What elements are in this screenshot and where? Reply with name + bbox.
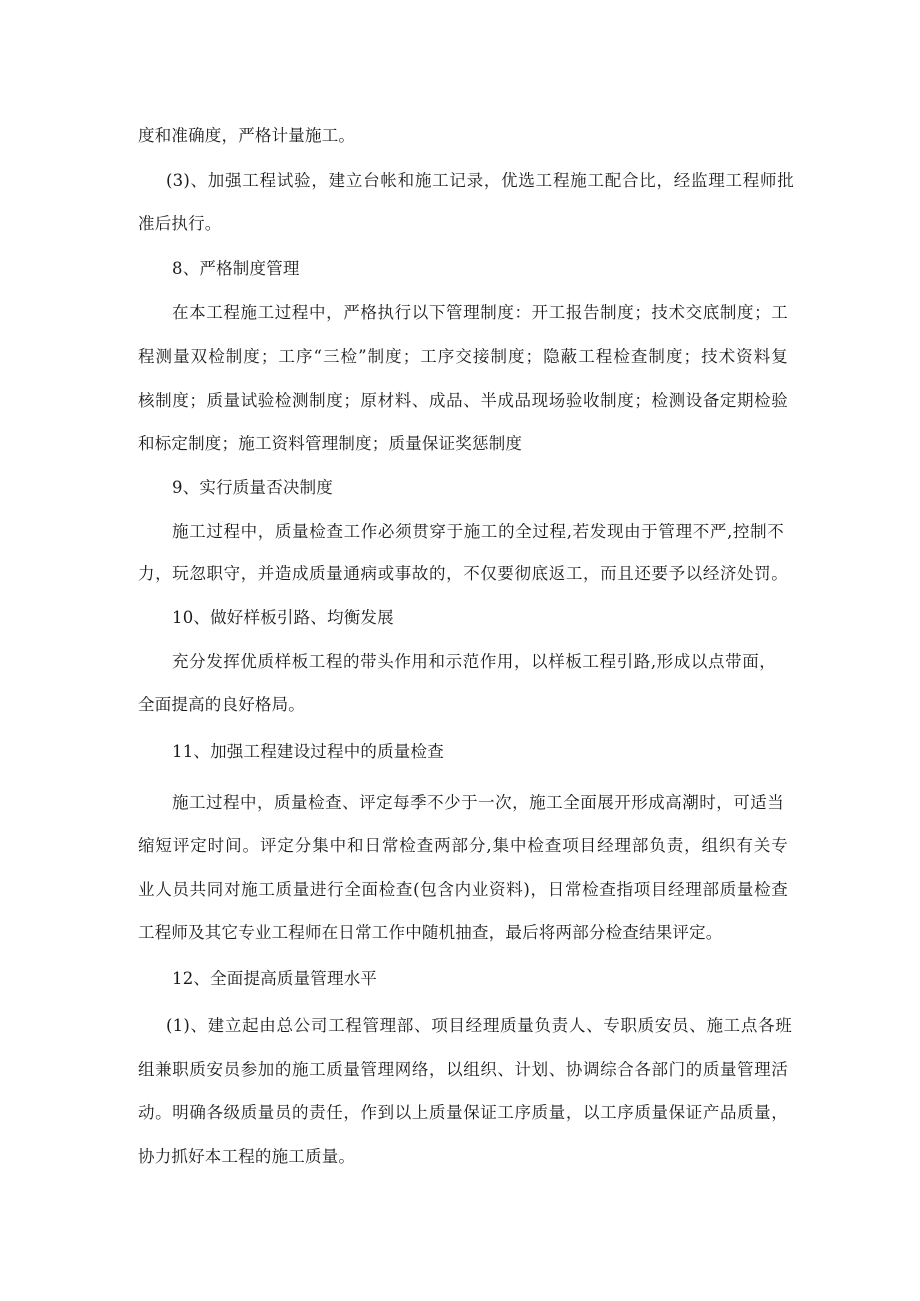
paragraph-line: 力，玩忽职守，并造成质量通病或事故的，不仅要彻底返工，而且还要予以经济处罚。 [138, 564, 788, 583]
paragraph-line: 动。明确各级质量员的责任，作到以上质量保证工序质量，以工序质量保证产品质量， [138, 1103, 788, 1122]
paragraph-line: 全面提高的良好格局。 [138, 695, 305, 714]
paragraph-line: 充分发挥优质样板工程的带头作用和示范作用，以样板工程引路,形成以点带面， [172, 652, 776, 671]
section-heading-9: 9、实行质量否决制度 [172, 478, 333, 497]
paragraph-line: 在本工程施工过程中，严格执行以下管理制度：开工报告制度；技术交底制度；工 [172, 303, 788, 322]
section-heading-11: 11、加强工程建设过程中的质量检查 [172, 742, 444, 761]
paragraph-line: 协力抓好本工程的施工质量。 [138, 1147, 356, 1166]
section-heading-12: 12、全面提高质量管理水平 [172, 969, 378, 988]
paragraph-line: 工程师及其它专业工程师在日常工作中随机抽查，最后将两部分检查结果评定。 [138, 923, 723, 942]
paragraph-line: 业人员共同对施工质量进行全面检查(包含内业资料)，日常检查指项目经理部质量检查 [138, 880, 788, 899]
paragraph-line: 缩短评定时间。评定分集中和日常检查两部分,集中检查项目经理部负责，组织有关专 [138, 836, 788, 855]
paragraph-line: 施工过程中，质量检查工作必须贯穿于施工的全过程,若发现由于管理不严,控制不 [172, 522, 784, 541]
paragraph-line: (3)、加强工程试验，建立台帐和施工记录，优选工程施工配合比，经监理工程师批 [166, 171, 794, 190]
paragraph-line: 组兼职质安员参加的施工质量管理网络，以组织、计划、协调综合各部门的质量管理活 [138, 1060, 788, 1079]
paragraph-line: 准后执行。 [138, 214, 222, 233]
paragraph-line: 施工过程中，质量检查、评定每季不少于一次，施工全面展开形成高潮时，可适当 [172, 793, 784, 812]
section-heading-8: 8、严格制度管理 [172, 259, 300, 278]
paragraph-line: 程测量双检制度；工序“三检”制度；工序交接制度；隐蔽工程检查制度；技术资料复 [138, 347, 788, 366]
paragraph-line: 度和准确度，严格计量施工。 [138, 126, 356, 145]
paragraph-line: (1)、建立起由总公司工程管理部、项目经理质量负责人、专职质安员、施工点各班 [166, 1016, 792, 1035]
section-heading-10: 10、做好样板引路、均衡发展 [172, 608, 394, 627]
paragraph-line: 核制度；质量试验检测制度；原材料、成品、半成品现场验收制度；检测设备定期检验 [138, 391, 788, 410]
paragraph-line: 和标定制度；施工资料管理制度；质量保证奖惩制度 [138, 434, 523, 453]
